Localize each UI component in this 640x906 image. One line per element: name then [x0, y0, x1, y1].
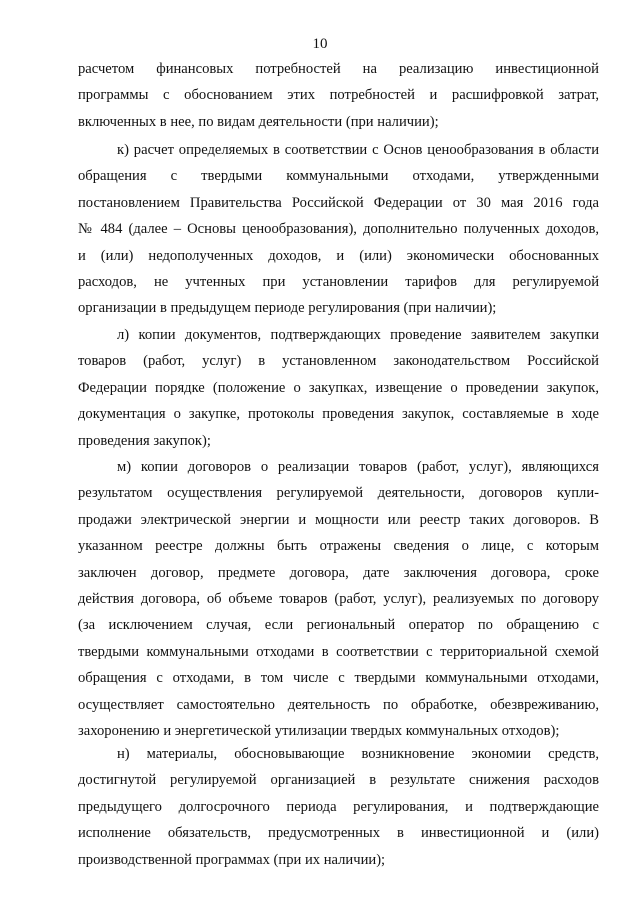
- text-line: л) копии документов, подтверждающих проведение заявителем закупки: [117, 327, 599, 343]
- text-line: организации в предыдущем периоде регулирования (при наличии);: [78, 300, 497, 317]
- paragraph-continuation: [78, 56, 599, 135]
- text-line: и (или) недополученных доходов, и (или) экономически обоснованных: [78, 247, 599, 264]
- text-line: товаров (работ, услуг) в установленном законодательством Российской: [78, 353, 599, 370]
- paragraph-k: [78, 137, 599, 322]
- page-number: 10: [312, 36, 328, 52]
- text-line: документация о закупке, протоколы проведения закупок, составляемые в ходе: [78, 406, 599, 423]
- text-line: Федерации порядке (положение о закупках, извещение о проведении закупок,: [78, 379, 599, 396]
- text-line: постановлением Правительства Российской Федерации от 30 мая 2016 года: [78, 194, 599, 211]
- paragraph-l: [78, 322, 599, 454]
- text-line: исполнение обязательств, предусмотренных в инвестиционной и (или): [78, 825, 599, 842]
- text-line: расходов, не учтенных при установлении тарифов для регулируемой: [78, 273, 599, 290]
- text-line: твердыми коммунальными отходами в соответствии с территориальной схемой: [78, 643, 599, 660]
- text-line: н) материалы, обосновывающие возникновение экономии средств,: [117, 746, 599, 762]
- text-line: (за исключением случая, если региональный оператор по обращению с: [78, 617, 599, 634]
- text-line: расчетом финансовых потребностей на реализацию инвестиционной: [78, 61, 599, 77]
- text-line: программы с обоснованием этих потребностей и расшифровкой затрат,: [78, 87, 599, 104]
- text-line: результатом осуществления регулируемой деятельности, договоров купли-: [78, 485, 599, 502]
- text-line: продажи электрической энергии и мощности или реестр таких договоров. В: [78, 511, 599, 528]
- text-line: производственной программах (при их наличии);: [78, 851, 386, 868]
- text-line: № 484 (далее – Основы ценообразования), дополнительно полученных доходов,: [78, 221, 599, 238]
- text-line: захоронению и энергетической утилизации твердых коммунальных отходов);: [78, 722, 560, 739]
- text-line: указанном реестре должны быть отражены сведения о лице, с которым: [78, 538, 599, 555]
- text-line: м) копии договоров о реализации товаров (работ, услуг), являющихся: [117, 459, 599, 475]
- text-line: предыдущего долгосрочного периода регулирования, и подтверждающие: [78, 798, 599, 815]
- paragraph-n: [78, 741, 599, 873]
- paragraph-m: [78, 454, 599, 744]
- text-line: включенных в нее, по видам деятельности (при наличии);: [78, 113, 439, 130]
- text-line: проведения закупок);: [78, 432, 211, 449]
- text-line: обращения с твердыми коммунальными отходами, утвержденными: [78, 168, 599, 185]
- text-line: достигнутой регулируемой организацией в результате снижения расходов: [78, 772, 599, 789]
- text-line: заключен договор, предмете договора, дате заключения договора, сроке: [78, 564, 599, 581]
- text-line: обращения с отходами, в том числе с твердыми коммунальными отходами,: [78, 670, 599, 687]
- text-line: осуществляет самостоятельно деятельность по обработке, обезвреживанию,: [78, 696, 599, 713]
- text-line: действия договора, об объеме товаров (работ, услуг), реализуемых по договору: [78, 590, 599, 607]
- text-line: к) расчет определяемых в соответствии с Основ ценообразования в области: [117, 142, 599, 158]
